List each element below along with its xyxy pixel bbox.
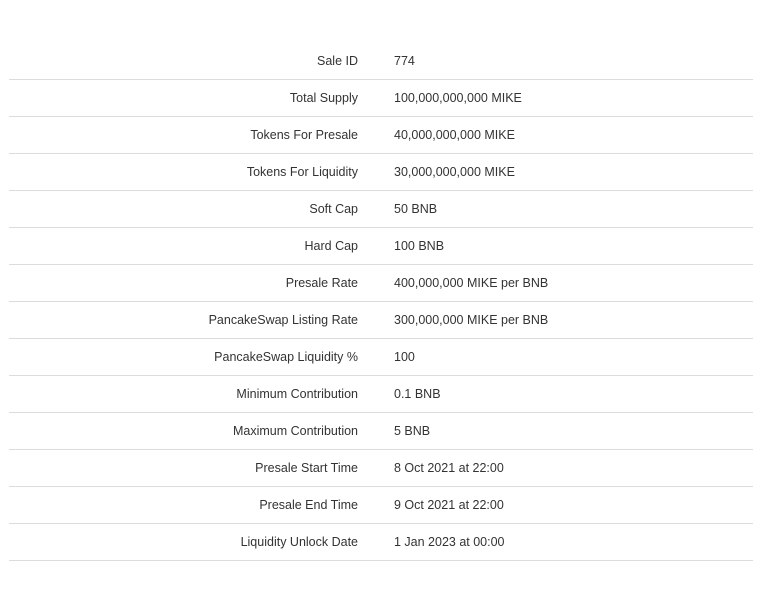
detail-label: PancakeSwap Liquidity %	[214, 350, 358, 364]
detail-row-hard-cap	[9, 228, 753, 265]
detail-row-presale-end-time	[9, 487, 753, 524]
detail-row-total-supply	[9, 80, 753, 117]
detail-value: 300,000,000 MIKE per BNB	[394, 313, 549, 327]
detail-label: Hard Cap	[304, 239, 358, 253]
detail-value: 400,000,000 MIKE per BNB	[394, 276, 549, 290]
detail-row-presale-start-time	[9, 450, 753, 487]
detail-value: 1 Jan 2023 at 00:00	[394, 535, 505, 549]
detail-value: 50 BNB	[394, 202, 438, 216]
detail-value: 9 Oct 2021 at 22:00	[394, 498, 504, 512]
detail-label: Presale Start Time	[255, 461, 358, 475]
detail-value: 8 Oct 2021 at 22:00	[394, 461, 504, 475]
detail-row-liquidity-percent	[9, 339, 753, 376]
detail-label: Tokens For Presale	[250, 128, 358, 142]
detail-row-presale-rate	[9, 265, 753, 302]
detail-label: Sale ID	[317, 54, 358, 68]
detail-label: Soft Cap	[309, 202, 358, 216]
detail-value: 40,000,000,000 MIKE	[394, 128, 515, 142]
detail-value: 774	[394, 54, 415, 68]
detail-value: 5 BNB	[394, 424, 431, 438]
detail-value: 100 BNB	[394, 239, 445, 253]
detail-label: PancakeSwap Listing Rate	[208, 313, 358, 327]
detail-value: 0.1 BNB	[394, 387, 441, 401]
detail-value: 100	[394, 350, 415, 364]
detail-row-soft-cap	[9, 191, 753, 228]
detail-label: Maximum Contribution	[232, 424, 358, 438]
detail-row-liquidity-unlock-date	[9, 524, 753, 561]
sale-details-table	[9, 43, 753, 561]
detail-label: Tokens For Liquidity	[246, 165, 358, 179]
detail-value: 30,000,000,000 MIKE	[394, 165, 515, 179]
detail-row-sale-id	[9, 43, 753, 80]
detail-row-listing-rate	[9, 302, 753, 339]
detail-label: Total Supply	[289, 91, 358, 105]
detail-row-tokens-for-liquidity	[9, 154, 753, 191]
detail-label: Presale End Time	[259, 498, 358, 512]
detail-row-tokens-for-presale	[9, 117, 753, 154]
detail-label: Minimum Contribution	[236, 387, 358, 401]
detail-label: Presale Rate	[285, 276, 358, 290]
detail-row-minimum-contribution	[9, 376, 753, 413]
detail-label: Liquidity Unlock Date	[240, 535, 358, 549]
detail-value: 100,000,000,000 MIKE	[394, 91, 522, 105]
detail-row-maximum-contribution	[9, 413, 753, 450]
